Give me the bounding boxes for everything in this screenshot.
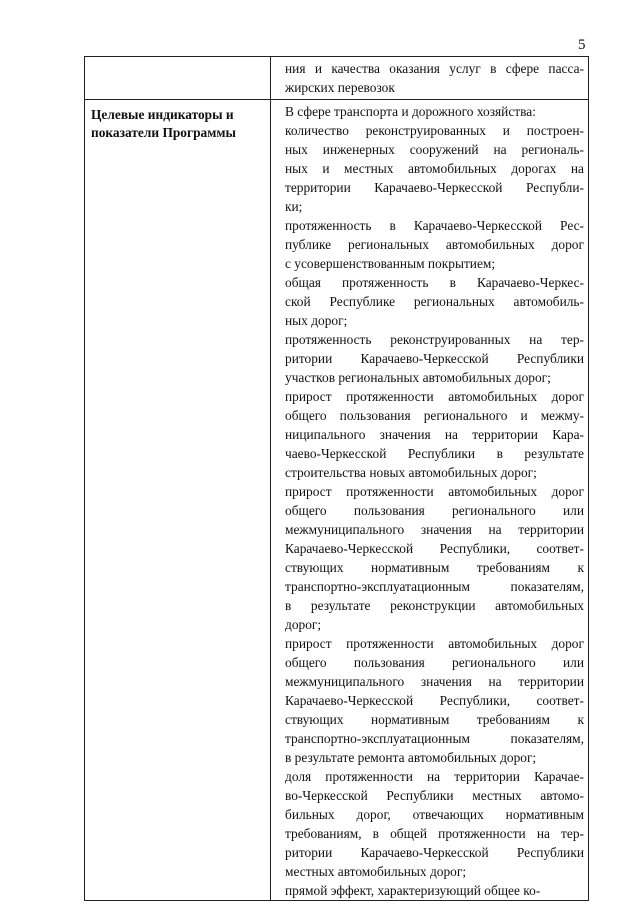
cell-text-block <box>271 100 588 900</box>
text-line: бильных дорог, отвечающих нормативным <box>285 807 584 822</box>
text-line: межмуниципального значения на территории <box>285 522 584 537</box>
text-line: в результате реконструкции автомобильных <box>285 598 584 613</box>
heading-line: Целевые индикаторы и <box>91 107 234 122</box>
text-line: ритории Карачаево-Черкесской Республики <box>285 845 584 860</box>
text-line: чаево-Черкесской Республики в результате <box>285 446 584 461</box>
text-line: жирских перевозок <box>285 80 395 95</box>
text-line: прирост протяженности автомобильных дорог <box>285 484 584 499</box>
text-line: ки; <box>285 199 303 214</box>
text-line: ных инженерных сооружений на региональ- <box>285 142 584 157</box>
text-line: транспортно-эксплуатационным показателям, <box>285 579 584 594</box>
section-heading <box>85 100 270 142</box>
text-line: прирост протяженности автомобильных дорог <box>285 636 584 651</box>
text-line: протяженность в Карачаево-Черкесской Рес- <box>285 218 584 233</box>
text-line: с усовершенствованным покрытием; <box>285 256 496 271</box>
text-line: транспортно-эксплуатационным показателям, <box>285 731 584 746</box>
table-cell-left-empty <box>85 57 271 100</box>
text-line: межмуниципального значения на территории <box>285 674 584 689</box>
text-line: требованиям, в общей протяженности на тер- <box>285 826 584 841</box>
page-number: 5 <box>578 37 586 53</box>
text-line: ниципального значения на территории Кара- <box>285 427 584 442</box>
table-row <box>85 100 589 901</box>
text-line: публике региональных автомобильных дорог <box>285 237 584 252</box>
text-line: прирост протяженности автомобильных дорог <box>285 389 584 404</box>
text-line: дорог; <box>285 617 322 632</box>
table-row <box>85 57 589 100</box>
text-line: территории Карачаево-Черкесской Республи- <box>285 180 584 195</box>
cell-text-block <box>271 57 588 97</box>
text-line: ния и качества оказания услуг в сфере пасса- <box>285 61 584 76</box>
text-line: протяженность реконструированных на тер- <box>285 332 584 347</box>
text-line: ствующих нормативным требованиям к <box>285 560 584 575</box>
text-line: Карачаево-Черкесской Республики, соответ- <box>285 541 584 556</box>
text-line: ных и местных автомобильных дорогах на <box>285 161 584 176</box>
text-line: общего пользования регионального или <box>285 655 584 670</box>
text-line: в результате ремонта автомобильных дорог; <box>285 750 537 765</box>
heading-line: показатели Программы <box>91 125 236 140</box>
text-line: общего пользования регионального и межму- <box>285 408 584 423</box>
program-passport-table <box>84 56 589 901</box>
text-line: ных дорог; <box>285 313 348 328</box>
text-line: прямой эффект, характеризующий общее ко- <box>285 883 541 898</box>
text-line: строительства новых автомобильных дорог; <box>285 465 537 480</box>
text-line: Карачаево-Черкесской Республики, соответ- <box>285 693 584 708</box>
text-line: во-Черкесской Республики местных автомо- <box>285 788 584 803</box>
text-line: общая протяженность в Карачаево-Черкес- <box>285 275 584 290</box>
text-line: количество реконструированных и построен- <box>285 123 584 138</box>
table-cell-left <box>85 100 271 901</box>
text-line: местных автомобильных дорог; <box>285 864 467 879</box>
text-line: доля протяженности на территории Карачае- <box>285 769 584 784</box>
text-line: ской Республике региональных автомобиль- <box>285 294 584 309</box>
text-line: участков региональных автомобильных дорог; <box>285 370 551 385</box>
table-cell-right <box>271 57 589 100</box>
table-cell-right <box>271 100 589 901</box>
text-line: общего пользования регионального или <box>285 503 584 518</box>
text-line: ритории Карачаево-Черкесской Республики <box>285 351 584 366</box>
text-line: ствующих нормативным требованиям к <box>285 712 584 727</box>
text-line: В сфере транспорта и дорожного хозяйства: <box>285 104 536 119</box>
